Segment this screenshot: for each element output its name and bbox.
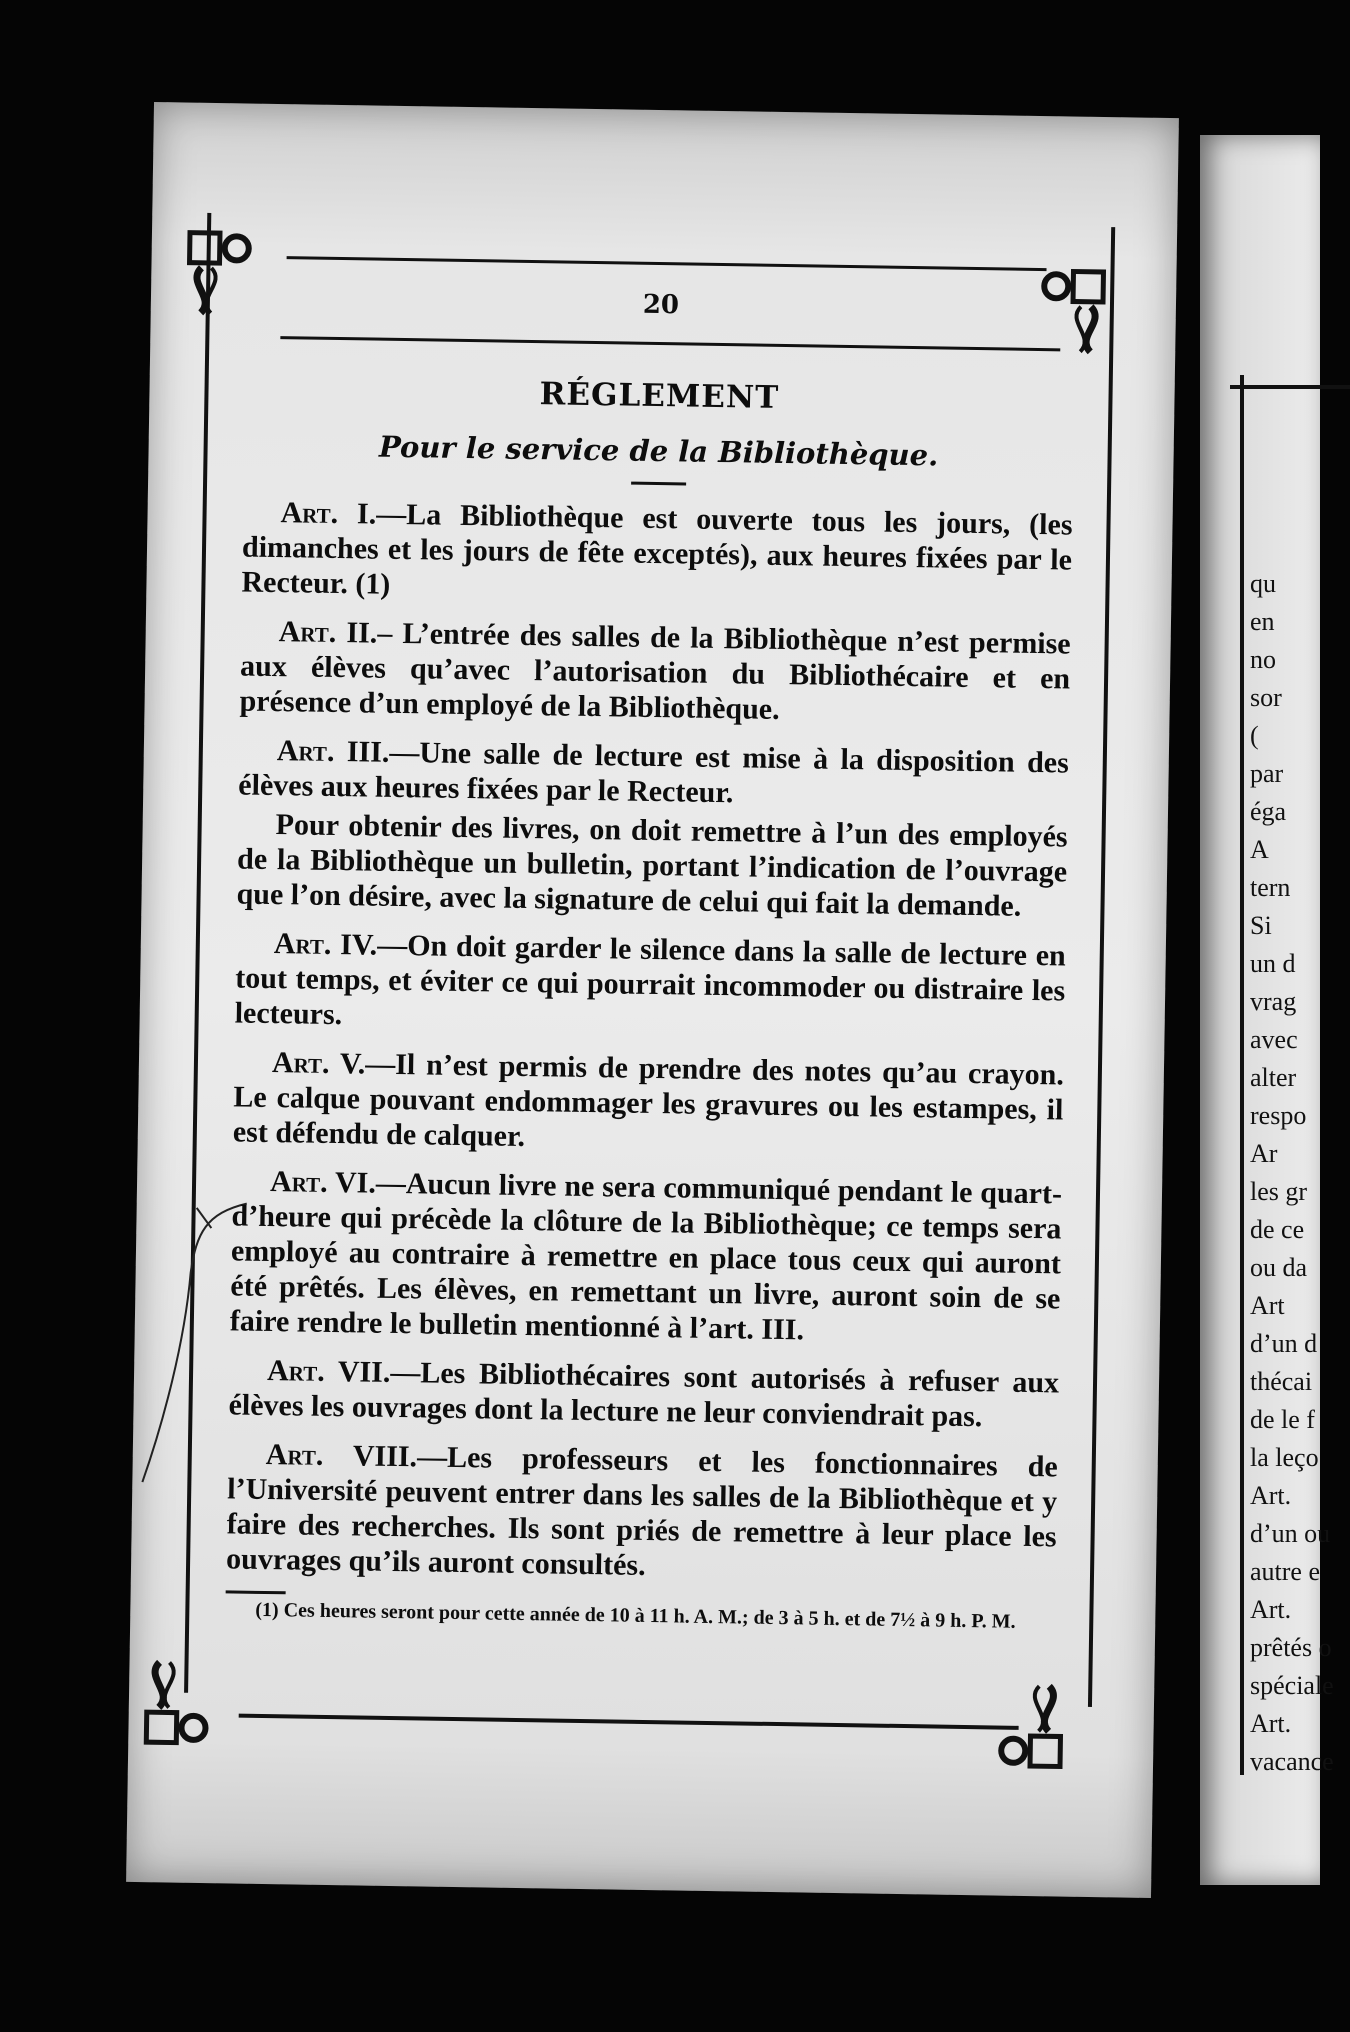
page-number: 20 [642, 289, 680, 321]
adjacent-line: thécai [1250, 1367, 1313, 1396]
adjacent-line: de ce [1250, 1215, 1305, 1244]
adjacent-line: ou da [1250, 1253, 1308, 1282]
adjacent-line: alter [1250, 1063, 1297, 1092]
adjacent-line: Art. [1250, 1481, 1292, 1510]
article-text: —Une salle de lecture est mise à la disposition des élèves aux heures fixées par le Recteur. [238, 735, 1070, 810]
adjacent-line: les gr [1250, 1177, 1308, 1206]
article-label: Art. VII. [266, 1353, 391, 1389]
page-subtitle: Pour le service de la Bibliothèque. [378, 429, 939, 473]
adjacent-line: avec [1250, 1025, 1298, 1054]
book-page [126, 102, 1179, 1898]
article-6 [230, 1163, 1063, 1351]
article-7 [228, 1352, 1059, 1435]
article-label: Art. I. [280, 496, 377, 531]
adjacent-line: Art [1250, 1291, 1285, 1320]
adjacent-line: un d [1250, 949, 1296, 978]
adjacent-line: autre e [1250, 1557, 1321, 1586]
adjacent-line: prêtés o [1250, 1633, 1332, 1662]
article-label: Art. VI. [269, 1165, 377, 1200]
fleuron-corner-icon [138, 1657, 219, 1748]
adjacent-line: vrag [1250, 987, 1297, 1016]
adjacent-line: d’un ou [1250, 1519, 1331, 1548]
article-label: Art. II. [278, 615, 378, 650]
adjacent-line: d’un d [1250, 1329, 1318, 1358]
article-label: Art. III. [276, 734, 390, 769]
bottom-rule [239, 1714, 1019, 1730]
footnote-rule [226, 1590, 286, 1594]
adjacent-line: respo [1250, 1101, 1307, 1130]
article-text: —On doit garder le silence dans la salle de lecture en tout temps, et éviter ce qui pourrait incommoder ou distraire les lecteurs. [234, 928, 1067, 1032]
adjacent-line: tern [1250, 873, 1291, 902]
adjacent-line: Art. [1250, 1709, 1292, 1738]
article-2 [239, 613, 1071, 731]
adjacent-line: ( [1250, 721, 1259, 750]
adjacent-line: la leço [1250, 1443, 1319, 1472]
adjacent-line: sor [1250, 683, 1282, 712]
adjacent-line: no [1250, 645, 1276, 674]
adjacent-line: en [1250, 607, 1275, 636]
adjacent-page-text [1250, 565, 1334, 1781]
article-text: —La Bibliothèque est ouverte tous les jours, (les dimanches et les jours de fête exceptés), aux heures fixées par le Recteur. (1) [241, 497, 1073, 601]
article-label: Art. V. [271, 1046, 366, 1081]
adjacent-page [1200, 135, 1334, 1885]
page-content [225, 284, 1076, 1635]
fleuron-corner-icon [988, 1680, 1069, 1771]
article-label: Art. VIII. [265, 1437, 418, 1474]
title-rule [631, 482, 686, 486]
adjacent-line: Ar [1250, 1139, 1278, 1168]
adjacent-line: Si [1250, 911, 1272, 940]
adjacent-line: de le f [1250, 1405, 1315, 1434]
page-title: RÉGLEMENT [539, 376, 780, 416]
article-text: —Les Bibliothécaires sont autorisés à refuser aux élèves les ouvrages dont la lecture ne leur conviendrait pas. [228, 1355, 1060, 1434]
article-5 [233, 1044, 1065, 1162]
adjacent-page-rule [1230, 385, 1350, 389]
article-text: —Aucun livre ne sera communiqué pendant le quart-d’heure qui précède la clôture de la Bibliothèque; ce temps sera employé au contraire à remettre en place tous ceux qui auront été prêtés. Les élèves, en remettant un livre, auront soin de se faire rendre le bulletin mentionné à l’art. III. [229, 1166, 1063, 1347]
article-3 [238, 732, 1069, 815]
adjacent-line: vacance [1250, 1747, 1334, 1776]
article-4 [234, 925, 1066, 1043]
adjacent-page-border [1240, 375, 1244, 1775]
adjacent-line: qu [1250, 569, 1276, 598]
article-1 [241, 495, 1073, 613]
article-8 [226, 1436, 1058, 1589]
adjacent-line: spéciale [1250, 1671, 1334, 1700]
article-text: Pour obtenir des livres, on doit remettre à l’un des employés de la Bibliothèque un bulletin, portant l’indication de l’ouvrage que l’on désire, avec la signature de celui qui fait la demande. [236, 808, 1068, 923]
article-text: —Les professeurs et les fonctionnaires de l’Université peuvent entrer dans les salles de la Bibliothèque et y faire des recherches. Ils sont priés de remettre à leur place les ouvrages qu’ils auront consultés. [225, 1440, 1058, 1582]
footnote: (1) Ces heures seront pour cette année de 10 à 11 h. A. M.; de 3 à 5 h. et de 7½ à 9 h. P. M. [255, 1598, 1016, 1633]
adjacent-line: A [1250, 835, 1269, 864]
article-text: – L’entrée des salles de la Bibliothèque n’est permise aux élèves qu’avec l’autorisation du Bibliothécaire et en présence d’un employé de la Bibliothèque. [239, 616, 1071, 726]
adjacent-line: Art. [1250, 1595, 1292, 1624]
adjacent-line: par [1250, 759, 1284, 788]
article-label: Art. IV. [273, 927, 378, 962]
article-3-continued [236, 806, 1068, 924]
article-text: —Il n’est permis de prendre des notes qu’au crayon. Le calque pouvant endommager les gravures ou les estampes, il est défendu de calquer. [232, 1047, 1065, 1154]
adjacent-line: éga [1250, 797, 1287, 826]
